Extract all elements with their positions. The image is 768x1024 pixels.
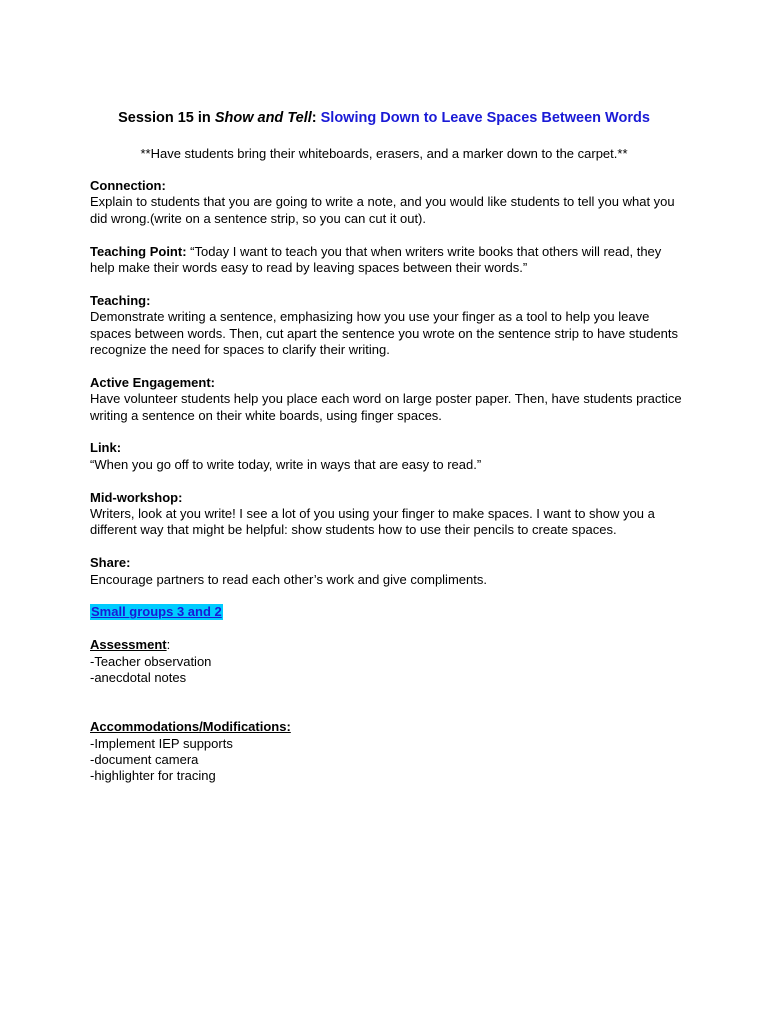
assessment-section	[90, 637, 682, 686]
link-section	[90, 440, 682, 473]
title-topic: Slowing Down to Leave Spaces Between Words	[320, 110, 650, 126]
mid-workshop-text: Writers, look at you write! I see a lot of you using your finger to make spaces. I want to show you a different way that might be helpful: show students how to use their pencils to create spaces.	[90, 506, 655, 538]
active-engagement-section	[90, 375, 682, 424]
assessment-item: -Teacher observation	[90, 653, 212, 669]
assessment-label: Assessment	[90, 637, 167, 653]
mid-workshop-label: Mid-workshop:	[90, 489, 183, 505]
assessment-item: -anecdotal notes	[90, 670, 187, 686]
accommodation-item: -Implement IEP supports	[90, 735, 233, 751]
page-title	[0, 109, 768, 127]
small-groups-section	[90, 604, 682, 620]
share-text: Encourage partners to read each other’s work and give compliments.	[90, 571, 487, 587]
teaching-section	[90, 293, 682, 359]
share-section	[90, 555, 682, 588]
teaching-point-label: Teaching Point:	[90, 243, 187, 259]
preparation-note: **Have students bring their whiteboards, erasers, and a marker down to the carpet.**	[140, 146, 628, 161]
teaching-point-text: “Today I want to teach you that when writers write books that others will read, they help make their words easy to read by leaving spaces between their words.”	[90, 243, 662, 276]
connection-text: Explain to students that you are going to write a note, and you would like students to tell you what you did wrong.(write on a sentence strip, so you can cut it out).	[90, 194, 675, 226]
link-label: Link:	[90, 440, 122, 456]
connection-label: Connection:	[90, 178, 166, 193]
accommodation-item: -highlighter for tracing	[90, 768, 216, 784]
link-text: “When you go off to write today, write in ways that are easy to read.”	[90, 456, 482, 472]
active-engagement-label: Active Engagement:	[90, 374, 215, 390]
title-book: Show and Tell	[214, 110, 312, 126]
title-prefix: Session 15 in	[118, 110, 215, 126]
accommodations-section	[90, 719, 682, 785]
share-label: Share:	[90, 555, 131, 571]
connection-section	[90, 178, 682, 227]
accommodations-label: Accommodations/Modifications:	[90, 719, 291, 735]
small-groups-link[interactable]: Small groups 3 and 2	[91, 604, 222, 620]
mid-workshop-section	[90, 490, 682, 539]
lesson-body	[90, 178, 682, 801]
teaching-point-section	[90, 244, 682, 277]
teaching-text: Demonstrate writing a sentence, emphasizing how you use your finger as a tool to help you leave spaces between words. Then, cut apart the sentence you wrote on the sentence strip to have students recognize the need for spaces to clarify their writing.	[90, 309, 679, 358]
title-colon: :	[311, 110, 321, 126]
assessment-colon: :	[166, 637, 171, 653]
accommodation-item: -document camera	[90, 752, 199, 768]
teaching-label: Teaching:	[90, 292, 151, 308]
active-engagement-text: Have volunteer students help you place each word on large poster paper. Then, have students practice writing a sentence on their white boards, using finger spaces.	[90, 391, 682, 423]
